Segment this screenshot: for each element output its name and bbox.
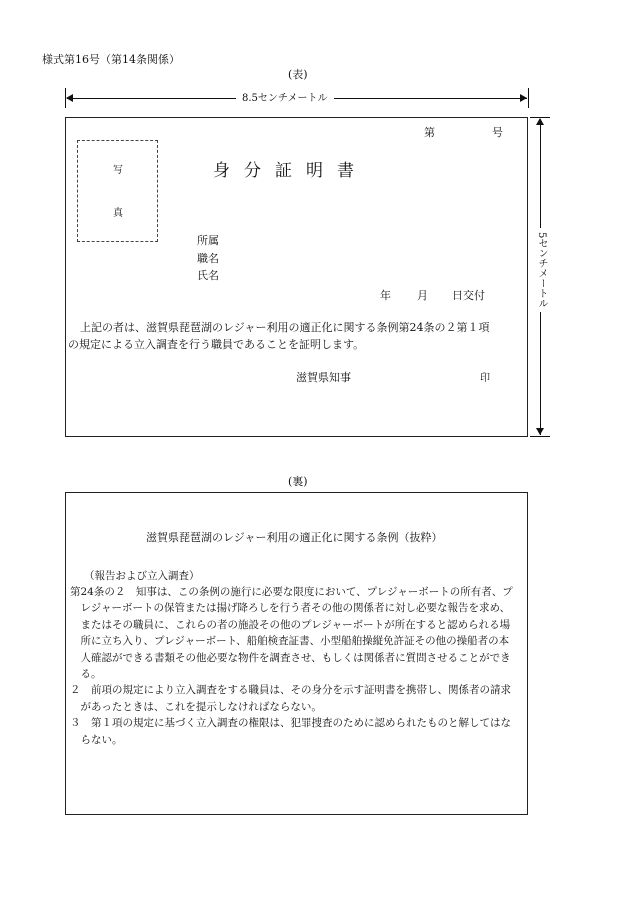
law-text bbox=[70, 585, 513, 749]
issue-day: 日交付 bbox=[452, 289, 485, 302]
body-line-2: の規定による立入調査を行う職員であることを証明します。 bbox=[68, 338, 365, 351]
seal: 印 bbox=[480, 373, 490, 384]
issuer: 滋賀県知事 bbox=[296, 371, 351, 384]
arrow-up-icon bbox=[536, 118, 544, 125]
law-line: レジャーボートの保管または揚げ降ろしを行う者その他の関係者に対し必要な報告を求め、 bbox=[70, 602, 511, 615]
law-line: またはその職員に、これらの者の施設その他のプレジャーボートが所在すると認められる場 bbox=[70, 618, 511, 631]
law-line: があったときは、これを提示しなければならない。 bbox=[70, 700, 322, 713]
number-suffix: 号 bbox=[492, 126, 503, 139]
photo-label-2: 真 bbox=[113, 208, 123, 219]
field-position: 職名 bbox=[197, 252, 219, 265]
width-label: 8.5センチメートル bbox=[236, 92, 334, 105]
back-side-label: (裏) bbox=[288, 475, 308, 488]
issue-year: 年 bbox=[380, 289, 391, 302]
section-heading: （報告および立入調査） bbox=[84, 570, 200, 582]
width-tick-right bbox=[528, 88, 529, 108]
arrow-down-icon bbox=[536, 428, 544, 435]
form-number: 様式第16号（第14条関係） bbox=[42, 53, 180, 66]
number-label: 第 bbox=[424, 126, 435, 139]
law-line: らない。 bbox=[70, 733, 123, 746]
certificate-title: 身分証明書 bbox=[213, 161, 368, 181]
law-line: ２ 前項の規定により立入調査をする職員は、その身分を示す証明書を携帯し、関係者の請求 bbox=[70, 684, 511, 697]
front-side-label: (表) bbox=[288, 68, 308, 81]
law-title: 滋賀県琵琶湖のレジャー利用の適正化に関する条例（抜粋） bbox=[146, 531, 443, 544]
field-affiliation: 所属 bbox=[197, 234, 219, 247]
law-line: 所に立ち入り、プレジャーボート、船舶検査証書、小型船舶操縦免許証その他の操船者の本 bbox=[70, 635, 510, 648]
field-name: 氏名 bbox=[197, 269, 219, 282]
arrow-right-icon bbox=[520, 94, 527, 102]
law-line: る。 bbox=[70, 667, 102, 680]
height-label: 5センチメートル bbox=[534, 228, 549, 312]
arrow-left-icon bbox=[66, 94, 73, 102]
law-line: ３ 第１項の規定に基づく立入調査の権限は、犯罪捜査のために認められたものと解してはな bbox=[70, 717, 511, 730]
issue-month: 月 bbox=[417, 289, 428, 302]
photo-label-1: 写 bbox=[113, 165, 123, 176]
law-line: 人確認ができる書類その他必要な物件を調査させ、もしくは関係者に質問させることができ bbox=[70, 651, 511, 664]
height-tick-bottom bbox=[530, 436, 550, 437]
body-line-1: 上記の者は、滋賀県琵琶湖のレジャー利用の適正化に関する条例第24条の２第１項 bbox=[80, 321, 490, 334]
photo-box bbox=[77, 140, 158, 242]
law-line: 第24条の２ 知事は、この条例の施行に必要な限度において、プレジャーボートの所有者、プ bbox=[70, 586, 513, 598]
